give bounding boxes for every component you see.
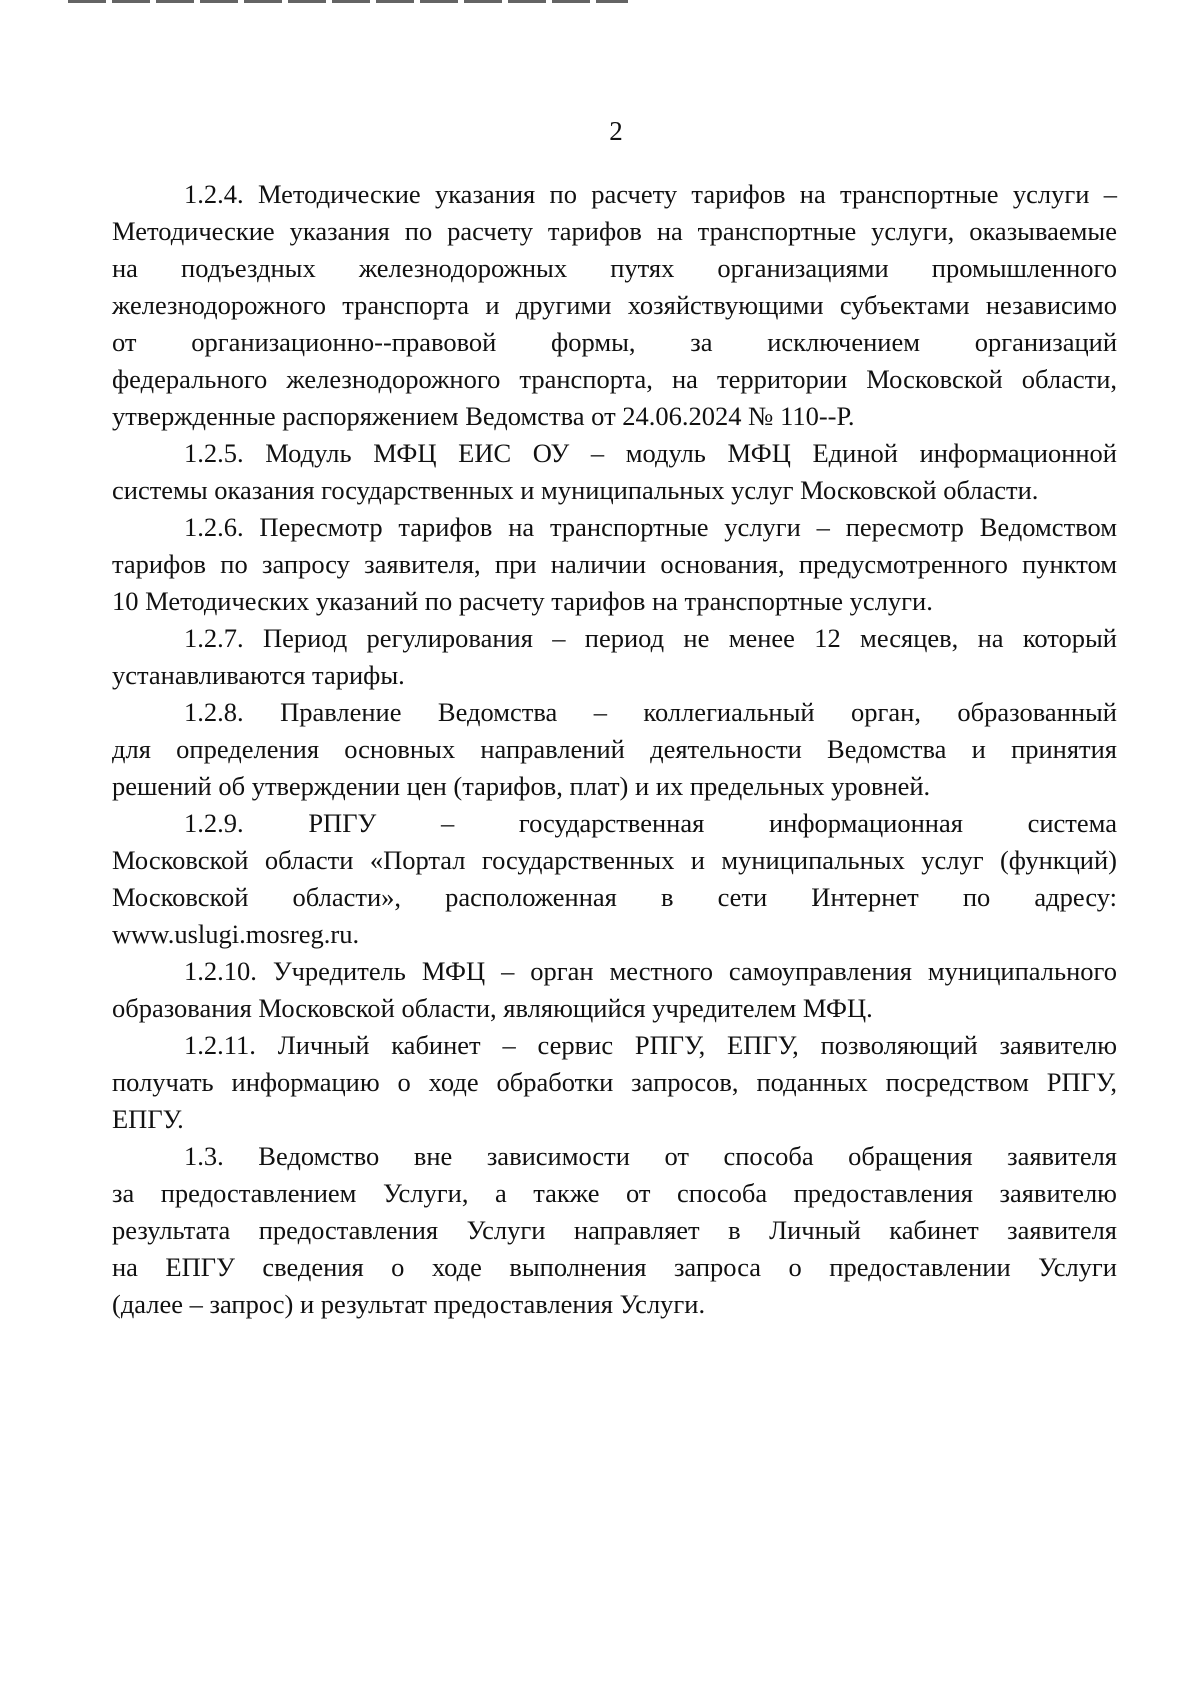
text-line: 1.2.11. Личный кабинет – сервис РПГУ, ЕПГУ, позволяющий заявителю [184, 1030, 1117, 1060]
text-line: 1.3. Ведомство вне зависимости от способа обращения заявителя [184, 1141, 1117, 1171]
text-line: 1.2.8. Правление Ведомства – коллегиальный орган, образованный [184, 697, 1117, 727]
text-line: на ЕПГУ сведения о ходе выполнения запроса о предоставлении Услуги [112, 1252, 1117, 1282]
text-line: ЕПГУ. [112, 1104, 184, 1134]
text-line: железнодорожного транспорта и другими хозяйствующими субъектами независимо [112, 290, 1117, 320]
text-line: Московской области «Портал государственных и муниципальных услуг (функций) [112, 845, 1117, 875]
paragraph-1-3 [112, 1138, 1117, 1323]
paragraph-1-2-6 [112, 509, 1117, 620]
text-line: 10 Методических указаний по расчету тарифов на транспортные услуги. [112, 586, 933, 616]
paragraph-1-2-7 [112, 620, 1117, 694]
text-line: 1.2.10. Учредитель МФЦ – орган местного самоуправления муниципального [184, 956, 1117, 986]
page-number: 2 [609, 116, 623, 146]
paragraph-1-2-9 [112, 805, 1117, 953]
text-line: тарифов по запросу заявителя, при наличии основания, предусмотренного пунктом [112, 549, 1117, 579]
text-line: от организационно‑‑правовой формы, за исключением организаций [112, 327, 1117, 357]
paragraph-1-2-11 [112, 1027, 1117, 1138]
text-line: (далее – запрос) и результат предоставления Услуги. [112, 1289, 706, 1319]
text-line: 1.2.7. Период регулирования – период не менее 12 месяцев, на который [184, 623, 1117, 653]
text-line: решений об утверждении цен (тарифов, плат) и их предельных уровней. [112, 771, 931, 801]
text-line: образования Московской области, являющийся учредителем МФЦ. [112, 993, 873, 1023]
text-line: Методические указания по расчету тарифов на транспортные услуги, оказываемые [112, 216, 1117, 246]
text-line: результата предоставления Услуги направляет в Личный кабинет заявителя [112, 1215, 1117, 1245]
document-body [112, 176, 1117, 1323]
text-line: на подъездных железнодорожных путях организациями промышленного [112, 253, 1117, 283]
text-line: системы оказания государственных и муниципальных услуг Московской области. [112, 475, 1039, 505]
text-line: Московской области», расположенная в сети Интернет по адресу: [112, 882, 1117, 912]
text-line: федерального железнодорожного транспорта, на территории Московской области, [112, 364, 1117, 394]
scan-edge-line [68, 0, 628, 3]
paragraph-1-2-5 [112, 435, 1117, 509]
text-line: www.uslugi.mosreg.ru. [112, 919, 360, 949]
text-line: за предоставлением Услуги, а также от способа предоставления заявителю [112, 1178, 1117, 1208]
text-line: получать информацию о ходе обработки запросов, поданных посредством РПГУ, [112, 1067, 1117, 1097]
text-line: устанавливаются тарифы. [112, 660, 405, 690]
text-line: 1.2.5. Модуль МФЦ ЕИС ОУ – модуль МФЦ Единой информационной [184, 438, 1117, 468]
text-line: утвержденные распоряжением Ведомства от 24.06.2024 № 110‑‑Р. [112, 401, 855, 431]
text-line: 1.2.9. РПГУ – государственная информационная система [184, 808, 1117, 838]
text-line: для определения основных направлений деятельности Ведомства и принятия [112, 734, 1117, 764]
paragraph-1-2-4 [112, 176, 1117, 435]
paragraph-1-2-8 [112, 694, 1117, 805]
text-line: 1.2.4. Методические указания по расчету тарифов на транспортные услуги – [184, 179, 1117, 209]
paragraph-1-2-10 [112, 953, 1117, 1027]
text-line: 1.2.6. Пересмотр тарифов на транспортные услуги – пересмотр Ведомством [184, 512, 1117, 542]
